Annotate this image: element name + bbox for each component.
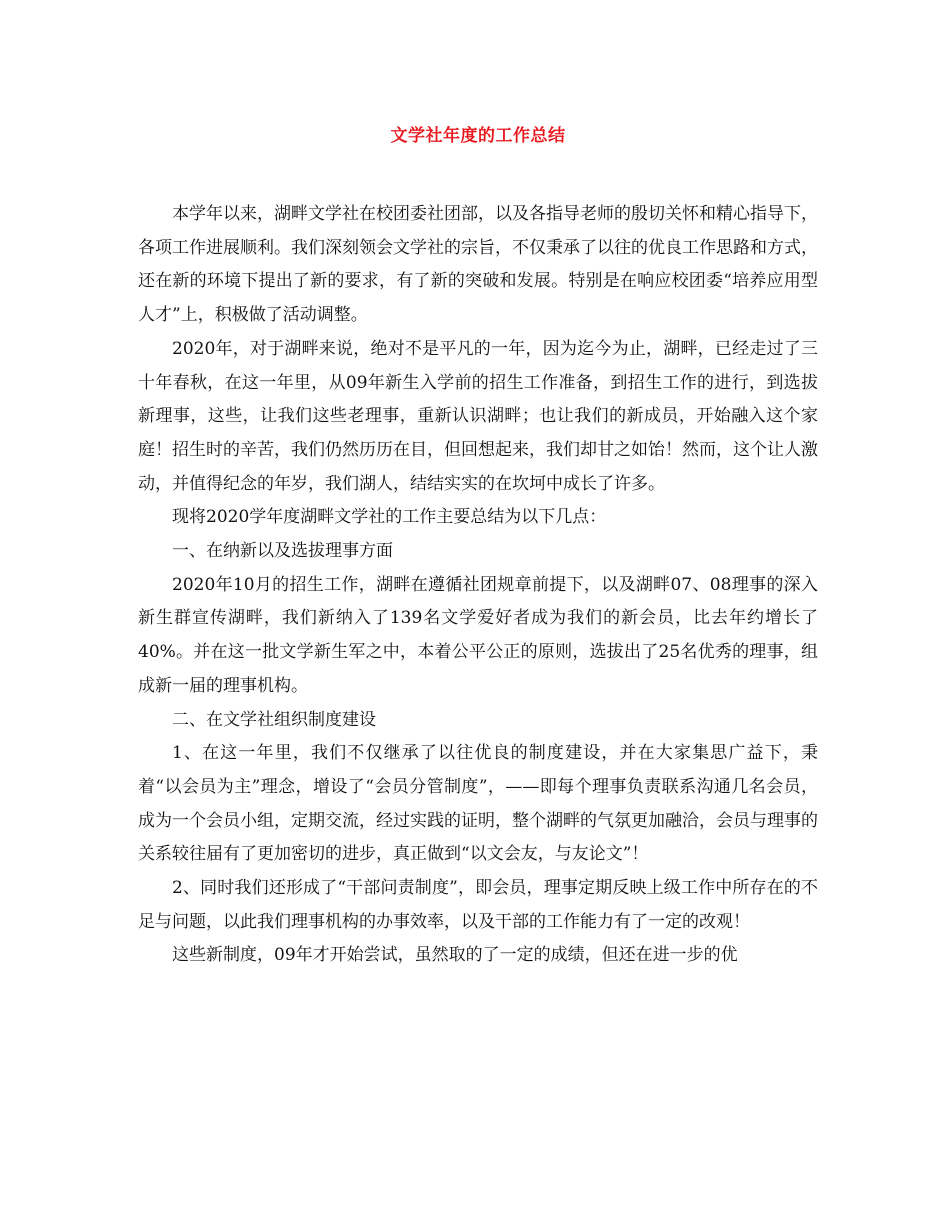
paragraph-new-systems: 这些新制度，09年才开始尝试，虽然取的了一定的成绩，但还在进一步的优 [172, 945, 738, 966]
paragraph-intro: 本学年以来，湖畔文学社在校团委社团部，以及各指导老师的殷切关怀和精心指导下，各项工作进展顺利。我们深刻领会文学社的宗旨，不仅秉承了以往的优良工作思路和方式，还在新的环境下提出了新的要求，有了新的突破和发展。特别是在响应校团委“培养应用型人才”上，积极做了活动调整。 [138, 204, 818, 326]
paragraph-accountability-system: 2、同时我们还形成了“干部问责制度”，即会员，理事定期反映上级工作中所存在的不足与问题，以此我们理事机构的办事效率，以及干部的工作能力有了一定的改观！ [138, 878, 818, 932]
section-heading-organization: 二、在文学社组织制度建设 [172, 709, 376, 730]
paragraph-2020-review: 2020年，对于湖畔来说，绝对不是平凡的一年，因为迄今为止，湖畔，已经走过了三十年春秋，在这一年里，从09年新生入学前的招生工作准备，到招生工作的进行，到选拔新理事，这些，让我们这些老理事，重新认识湖畔；也让我们的新成员，开始融入这个家庭！招生时的辛苦，我们仍然历历在目，但回想起来，我们却甘之如饴！然而，这个让人激动，并值得纪念的年岁，我们湖人，结结实实的在坎坷中成长了许多。 [138, 338, 818, 494]
document-body [138, 198, 818, 973]
paragraph-recruitment: 2020年10月的招生工作，湖畔在遵循社团规章前提下，以及湖畔07、08理事的深入新生群宣传湖畔，我们新纳入了139名文学爱好者成为我们的新会员，比去年约增长了40%。并在这一批文学新生军之中，本着公平公正的原则，选拔出了25名优秀的理事，组成新一届的理事机构。 [138, 574, 818, 696]
document-title: 文学社年度的工作总结 [390, 126, 566, 146]
paragraph-summary-lead: 现将2020学年度湖畔文学社的工作主要总结为以下几点： [172, 507, 607, 528]
section-heading-recruitment: 一、在纳新以及选拔理事方面 [172, 541, 393, 562]
paragraph-member-system: 1、在这一年里，我们不仅继承了以往优良的制度建设，并在大家集思广益下，秉着“以会员为主”理念，增设了“会员分管制度”，——即每个理事负责联系沟通几名会员，成为一个会员小组，定期交流，经过实践的证明，整个湖畔的气氛更加融洽，会员与理事的关系较往届有了更加密切的进步，真正做到“以文会友，与友论文”！ [138, 743, 818, 865]
